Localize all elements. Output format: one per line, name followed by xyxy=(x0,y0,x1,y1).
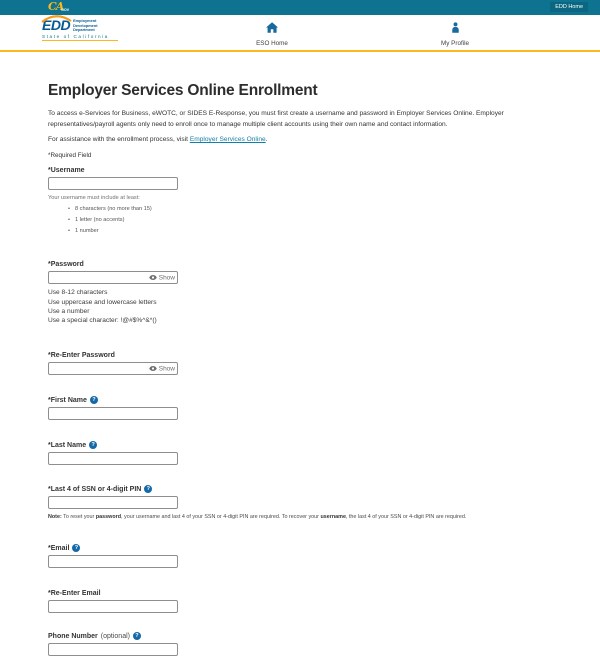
page-title: Employer Services Online Enrollment xyxy=(48,82,318,99)
utility-bar xyxy=(0,0,600,15)
phone-label xyxy=(48,632,560,640)
email-label xyxy=(48,544,560,552)
required-field-note: *Required Field xyxy=(48,152,92,159)
ssn-pin-label xyxy=(48,485,560,493)
username-label: *Username xyxy=(48,167,85,174)
main-content xyxy=(0,82,600,656)
edd-logo[interactable] xyxy=(42,18,122,41)
phone-input[interactable] xyxy=(48,643,178,656)
help-icon[interactable] xyxy=(89,441,97,449)
password-rules xyxy=(48,288,560,325)
username-group xyxy=(48,167,560,236)
home-icon xyxy=(266,20,278,38)
reenter-email-label: *Re-Enter Email xyxy=(48,590,101,598)
first-name-group xyxy=(48,396,560,420)
site-header xyxy=(0,15,600,50)
help-icon[interactable] xyxy=(133,632,141,640)
eye-icon xyxy=(149,366,157,372)
reenter-password-group xyxy=(48,352,560,375)
ca-gov-logo-sub: GOV xyxy=(61,8,70,12)
help-icon[interactable] xyxy=(72,544,80,552)
password-rule: Use a number xyxy=(48,307,90,315)
reenter-email-group xyxy=(48,590,560,613)
assistance-prefix: For assistance with the enrollment process, visit xyxy=(48,136,190,143)
password-show-toggle[interactable] xyxy=(149,274,175,281)
username-input[interactable] xyxy=(48,177,178,190)
gold-divider xyxy=(0,50,600,52)
username-rule: • 1 number xyxy=(48,226,560,237)
password-rule: Use uppercase and lowercase letters xyxy=(48,298,157,306)
reenter-password-show-label: Show xyxy=(158,365,175,373)
username-rule: • 8 characters (no more than 15) xyxy=(48,204,560,215)
username-rules xyxy=(48,204,560,236)
email-label-text: *Email xyxy=(48,544,70,552)
assistance-suffix: . xyxy=(265,136,268,143)
last-name-label-text: *Last Name xyxy=(48,441,87,449)
intro-paragraph: To access e-Services for Business, eWOTC, or SIDES E-Response, you must first create a username and password in Employer Services Online. Employer representatives/payroll agents only need to enroll once to manage multiple client accounts using their own name and contact information. xyxy=(48,110,504,128)
password-rule: Use 8-12 characters xyxy=(48,289,108,297)
password-show-label: Show xyxy=(158,274,175,282)
help-icon[interactable] xyxy=(90,396,98,404)
last-name-group xyxy=(48,441,560,465)
edd-acronym: EDD xyxy=(42,17,71,33)
nav-eso-home[interactable] xyxy=(256,20,288,47)
username-rule: • 1 letter (no accents) xyxy=(48,215,560,226)
ca-gov-logo-text: CA xyxy=(48,0,64,13)
password-rule: Use a special character: !@#$%^&*() xyxy=(48,317,157,324)
password-group xyxy=(48,261,560,325)
email-group xyxy=(48,544,560,568)
password-label: *Password xyxy=(48,261,84,269)
reenter-password-show-toggle[interactable] xyxy=(149,365,175,372)
ssn-pin-group xyxy=(48,485,560,520)
username-hint-header: Your username must include at least: xyxy=(48,195,140,201)
edd-home-link[interactable]: EDD Home xyxy=(550,2,588,12)
edd-swoosh-icon xyxy=(41,15,73,23)
first-name-label xyxy=(48,396,560,404)
first-name-input[interactable] xyxy=(48,407,178,420)
phone-optional-text: (optional) xyxy=(100,632,130,640)
ssn-pin-input[interactable] xyxy=(48,496,178,509)
phone-group xyxy=(48,632,560,656)
assistance-paragraph xyxy=(48,136,560,143)
reset-note: Note: To reset your password, your username and last 4 of your SSN or 4-digit PIN are required. To recover your username, the last 4 of your SSN or 4-digit PIN are required. xyxy=(48,514,467,521)
email-input[interactable] xyxy=(48,555,178,568)
nav-my-profile[interactable] xyxy=(441,20,469,47)
reenter-password-label: *Re-Enter Password xyxy=(48,352,115,360)
phone-label-text: Phone Number xyxy=(48,632,98,640)
help-icon[interactable] xyxy=(144,485,152,493)
edd-dept-text: Employment Development Department xyxy=(73,18,98,33)
last-name-label xyxy=(48,441,560,449)
last-name-input[interactable] xyxy=(48,452,178,465)
person-icon xyxy=(451,20,460,38)
edd-tagline: State of California xyxy=(42,34,118,41)
reenter-email-input[interactable] xyxy=(48,600,178,613)
eye-icon xyxy=(149,275,157,281)
first-name-label-text: *First Name xyxy=(48,396,87,404)
employer-services-online-link[interactable]: Employer Services Online xyxy=(189,136,266,143)
nav-eso-home-label: ESO Home xyxy=(256,40,288,47)
nav-my-profile-label: My Profile xyxy=(441,40,469,47)
ssn-pin-label-text: *Last 4 of SSN or 4-digit PIN xyxy=(48,485,142,493)
